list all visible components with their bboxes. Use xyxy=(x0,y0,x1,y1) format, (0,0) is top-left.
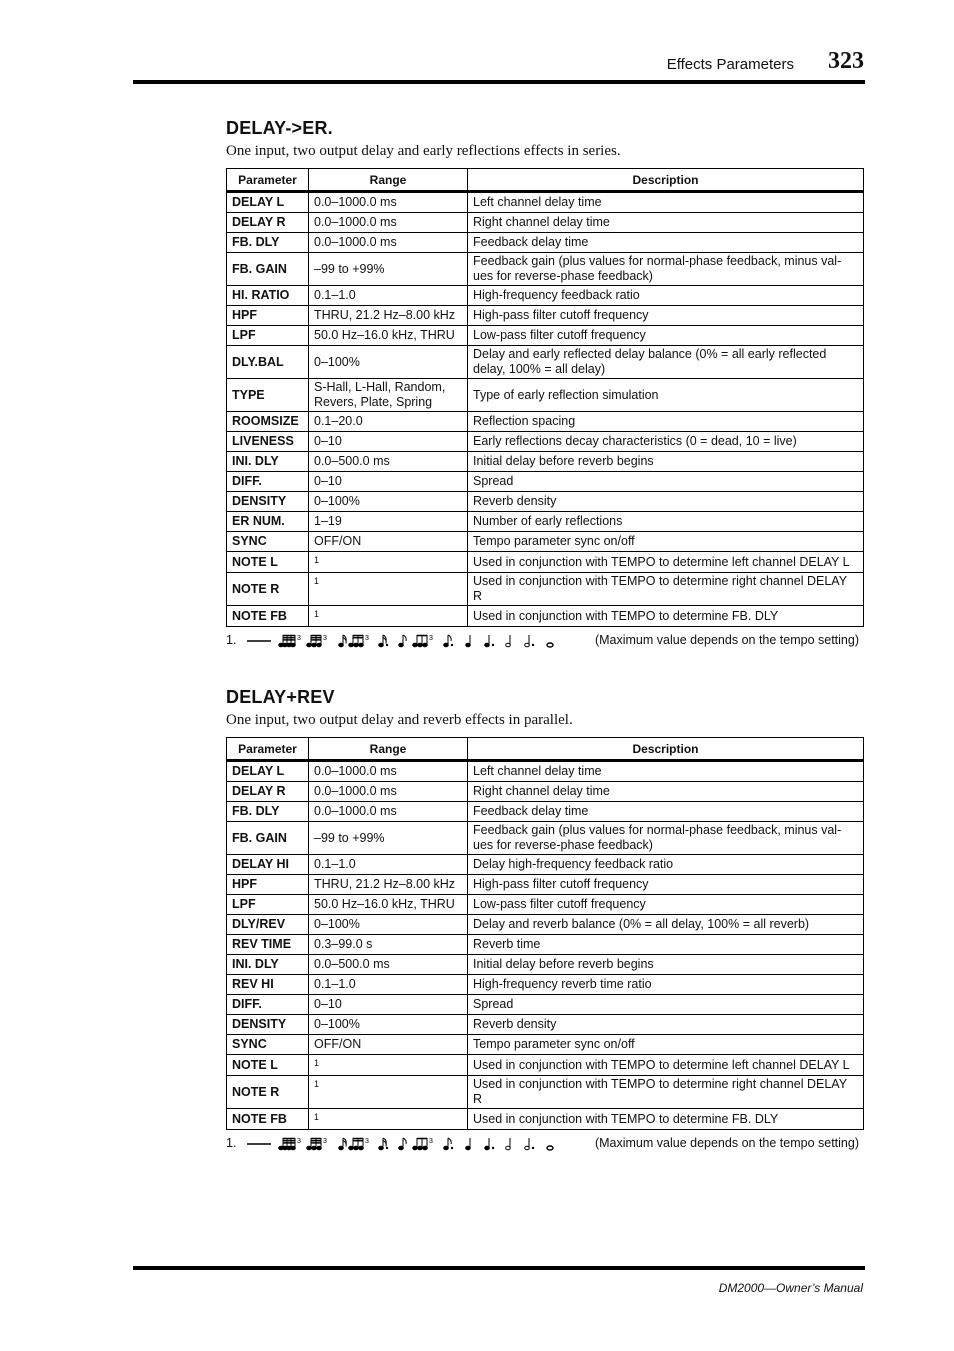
description-cell: Number of early reflections xyxy=(468,512,864,532)
parameter-cell: DENSITY xyxy=(227,492,309,512)
table-row xyxy=(227,955,864,975)
range-cell: 0.0–1000.0 ms xyxy=(309,192,468,213)
table-row xyxy=(227,855,864,875)
description-cell: Left channel delay time xyxy=(468,192,864,213)
description-cell: Feedback delay time xyxy=(468,233,864,253)
table-row xyxy=(227,552,864,573)
parameter-cell: DIFF. xyxy=(227,472,309,492)
parameter-cell: INI. DLY xyxy=(227,955,309,975)
footnote-ref-cell: 1 xyxy=(309,552,468,573)
parameter-cell: SYNC xyxy=(227,1035,309,1055)
footnote xyxy=(226,1136,863,1152)
note-glyph-icon xyxy=(525,1138,534,1150)
table-row xyxy=(227,802,864,822)
table-row xyxy=(227,935,864,955)
description-cell: Initial delay before reverb begins xyxy=(468,452,864,472)
parameter-cell: SYNC xyxy=(227,532,309,552)
table-row xyxy=(227,1035,864,1055)
note-glyph-icon xyxy=(444,1138,454,1150)
range-cell: 0–100% xyxy=(309,492,468,512)
note-glyph-icon xyxy=(399,1138,407,1150)
range-cell: 0.0–1000.0 ms xyxy=(309,802,468,822)
header-rule xyxy=(133,80,865,84)
note-glyph-icon xyxy=(547,1146,553,1150)
description-cell: Delay and early reflected delay balance (0% = all early reflected delay, 100% = all delay) xyxy=(468,346,864,379)
note-glyph-icon xyxy=(399,635,407,647)
table-body xyxy=(227,192,864,627)
svg-text:3: 3 xyxy=(323,635,327,642)
parameter-cell: ROOMSIZE xyxy=(227,412,309,432)
table-row xyxy=(227,532,864,552)
column-header-parameter: Parameter xyxy=(227,738,309,761)
description-cell: Reflection spacing xyxy=(468,412,864,432)
description-cell: Reverb density xyxy=(468,1015,864,1035)
description-cell: Tempo parameter sync on/off xyxy=(468,1035,864,1055)
footnote xyxy=(226,633,863,649)
table-header-row xyxy=(227,738,864,761)
footnote-ref-cell: 1 xyxy=(309,1076,468,1109)
range-cell: OFF/ON xyxy=(309,532,468,552)
range-cell: 0.0–1000.0 ms xyxy=(309,782,468,802)
parameter-cell: DELAY HI xyxy=(227,855,309,875)
footnote-ref-cell: 1 xyxy=(309,1109,468,1130)
description-cell: Early reflections decay characteristics (0 = dead, 10 = live) xyxy=(468,432,864,452)
description-cell: Tempo parameter sync on/off xyxy=(468,532,864,552)
description-cell: High-frequency reverb time ratio xyxy=(468,975,864,995)
section-delay-er xyxy=(226,118,863,649)
column-header-range: Range xyxy=(309,169,468,192)
description-cell: Used in conjunction with TEMPO to determine left channel DELAY L xyxy=(468,1055,864,1076)
table-row xyxy=(227,346,864,379)
note-glyph-icon xyxy=(349,1138,369,1150)
parameter-cell: LIVENESS xyxy=(227,432,309,452)
parameter-cell: ER NUM. xyxy=(227,512,309,532)
range-cell: 0–100% xyxy=(309,1015,468,1035)
note-values-glyphs xyxy=(246,1136,579,1152)
note-glyph-icon xyxy=(485,635,495,647)
table-row xyxy=(227,432,864,452)
table-row xyxy=(227,606,864,627)
table-row xyxy=(227,286,864,306)
column-header-parameter: Parameter xyxy=(227,169,309,192)
description-cell: Type of early reflection simulation xyxy=(468,379,864,412)
parameter-cell: FB. GAIN xyxy=(227,253,309,286)
svg-text:3: 3 xyxy=(429,1138,433,1145)
range-cell: THRU, 21.2 Hz–8.00 kHz xyxy=(309,306,468,326)
parameter-cell: DIFF. xyxy=(227,995,309,1015)
description-cell: Low-pass filter cutoff frequency xyxy=(468,326,864,346)
note-glyph-icon xyxy=(466,1138,471,1150)
parameter-cell: DLY.BAL xyxy=(227,346,309,379)
range-cell: 0.0–1000.0 ms xyxy=(309,233,468,253)
description-cell: High-pass filter cutoff frequency xyxy=(468,875,864,895)
note-glyph-icon xyxy=(339,635,347,647)
parameter-cell: TYPE xyxy=(227,379,309,412)
table-row xyxy=(227,512,864,532)
description-cell: High-pass filter cutoff frequency xyxy=(468,306,864,326)
parameter-cell: NOTE FB xyxy=(227,1109,309,1130)
note-values-glyphs xyxy=(246,633,579,649)
table-row xyxy=(227,915,864,935)
parameter-cell: HPF xyxy=(227,306,309,326)
range-cell: 0.0–1000.0 ms xyxy=(309,213,468,233)
table-row xyxy=(227,875,864,895)
range-cell: –99 to +99% xyxy=(309,822,468,855)
note-glyph-icon xyxy=(379,635,389,647)
description-cell: High-frequency feedback ratio xyxy=(468,286,864,306)
range-cell: S-Hall, L-Hall, Random, Revers, Plate, Spring xyxy=(309,379,468,412)
note-glyph-icon xyxy=(485,1138,495,1150)
description-cell: Feedback gain (plus values for normal-phase feedback, minus val-ues for reverse-phase feedback) xyxy=(468,253,864,286)
range-cell: 0.0–1000.0 ms xyxy=(309,761,468,782)
range-cell: 0.1–1.0 xyxy=(309,975,468,995)
section-title: DELAY->ER. xyxy=(226,118,333,138)
range-cell: 0.1–1.0 xyxy=(309,855,468,875)
svg-text:3: 3 xyxy=(429,635,433,642)
note-glyph-icon xyxy=(525,635,534,647)
range-cell: 50.0 Hz–16.0 kHz, THRU xyxy=(309,326,468,346)
table-row xyxy=(227,782,864,802)
range-cell: 0–10 xyxy=(309,472,468,492)
parameter-table xyxy=(226,168,864,627)
table-row xyxy=(227,1076,864,1109)
range-cell: 0.1–1.0 xyxy=(309,286,468,306)
table-row xyxy=(227,995,864,1015)
table-row xyxy=(227,1109,864,1130)
note-glyph-icon xyxy=(506,635,511,647)
range-cell: THRU, 21.2 Hz–8.00 kHz xyxy=(309,875,468,895)
table-row xyxy=(227,452,864,472)
range-cell: –99 to +99% xyxy=(309,253,468,286)
description-cell: Feedback gain (plus values for normal-phase feedback, minus val-ues for reverse-phase feedback) xyxy=(468,822,864,855)
table-row xyxy=(227,895,864,915)
parameter-cell: NOTE L xyxy=(227,1055,309,1076)
table-row xyxy=(227,472,864,492)
table-row xyxy=(227,412,864,432)
table-row xyxy=(227,761,864,782)
section-intro: One input, two output delay and reverb effects in parallel. xyxy=(226,712,573,728)
column-header-range: Range xyxy=(309,738,468,761)
parameter-cell: DENSITY xyxy=(227,1015,309,1035)
manual-title: DM2000—Owner’s Manual xyxy=(718,1281,863,1295)
description-cell: Feedback delay time xyxy=(468,802,864,822)
range-cell: 0.1–20.0 xyxy=(309,412,468,432)
svg-text:3: 3 xyxy=(297,635,301,642)
column-header-description: Description xyxy=(468,169,864,192)
description-cell: Used in conjunction with TEMPO to determine right channel DELAY R xyxy=(468,573,864,606)
range-cell: 0–100% xyxy=(309,915,468,935)
table-row xyxy=(227,1055,864,1076)
note-glyph-icon xyxy=(466,635,471,647)
description-cell: Reverb density xyxy=(468,492,864,512)
parameter-cell: NOTE FB xyxy=(227,606,309,627)
description-cell: Initial delay before reverb begins xyxy=(468,955,864,975)
range-cell: 0–100% xyxy=(309,346,468,379)
range-cell: 50.0 Hz–16.0 kHz, THRU xyxy=(309,895,468,915)
section-delay-rev xyxy=(226,687,863,1152)
table-row xyxy=(227,192,864,213)
footer-rule xyxy=(133,1266,865,1270)
parameter-cell: DELAY L xyxy=(227,761,309,782)
description-cell: Right channel delay time xyxy=(468,782,864,802)
note-glyph-icon xyxy=(279,1138,301,1150)
table-body xyxy=(227,761,864,1130)
note-glyph-icon xyxy=(349,635,369,647)
range-cell: 0.0–500.0 ms xyxy=(309,452,468,472)
parameter-cell: DELAY R xyxy=(227,213,309,233)
footnote-ref-cell: 1 xyxy=(309,573,468,606)
description-cell: Left channel delay time xyxy=(468,761,864,782)
parameter-cell: HI. RATIO xyxy=(227,286,309,306)
range-cell: 1–19 xyxy=(309,512,468,532)
footnote-number: 1. xyxy=(226,633,237,647)
description-cell: Used in conjunction with TEMPO to determine right channel DELAY R xyxy=(468,1076,864,1109)
section-title: DELAY+REV xyxy=(226,687,335,707)
description-cell: Delay and reverb balance (0% = all delay, 100% = all reverb) xyxy=(468,915,864,935)
range-cell: 0.3–99.0 s xyxy=(309,935,468,955)
running-header: Effects Parameters xyxy=(666,56,794,73)
parameter-cell: FB. DLY xyxy=(227,233,309,253)
description-cell: Used in conjunction with TEMPO to determine left channel DELAY L xyxy=(468,552,864,573)
note-glyph-icon xyxy=(506,1138,511,1150)
column-header-description: Description xyxy=(468,738,864,761)
description-cell: Right channel delay time xyxy=(468,213,864,233)
parameter-cell: DELAY L xyxy=(227,192,309,213)
note-glyph-icon xyxy=(413,1138,433,1150)
table-row xyxy=(227,306,864,326)
table-row xyxy=(227,379,864,412)
table-row xyxy=(227,1015,864,1035)
section-intro: One input, two output delay and early reflections effects in series. xyxy=(226,143,621,159)
page-number: 323 xyxy=(828,48,864,74)
parameter-cell: REV TIME xyxy=(227,935,309,955)
note-glyph-icon xyxy=(379,1138,389,1150)
table-row xyxy=(227,253,864,286)
description-cell: Reverb time xyxy=(468,935,864,955)
parameter-cell: NOTE R xyxy=(227,1076,309,1109)
parameter-cell: NOTE L xyxy=(227,552,309,573)
svg-text:3: 3 xyxy=(323,1138,327,1145)
note-glyph-icon xyxy=(413,635,433,647)
parameter-cell: NOTE R xyxy=(227,573,309,606)
parameter-cell: FB. DLY xyxy=(227,802,309,822)
footnote-ref-cell: 1 xyxy=(309,1055,468,1076)
table-row xyxy=(227,975,864,995)
range-cell: 0.0–500.0 ms xyxy=(309,955,468,975)
table-row xyxy=(227,492,864,512)
note-glyph-icon xyxy=(339,1138,347,1150)
svg-text:3: 3 xyxy=(297,1138,301,1145)
parameter-cell: DLY/REV xyxy=(227,915,309,935)
parameter-cell: INI. DLY xyxy=(227,452,309,472)
table-row xyxy=(227,326,864,346)
description-cell: Used in conjunction with TEMPO to determine FB. DLY xyxy=(468,1109,864,1130)
description-cell: Delay high-frequency feedback ratio xyxy=(468,855,864,875)
note-glyph-icon xyxy=(307,635,327,647)
table-row xyxy=(227,822,864,855)
description-cell: Used in conjunction with TEMPO to determine FB. DLY xyxy=(468,606,864,627)
parameter-cell: LPF xyxy=(227,326,309,346)
parameter-cell: REV HI xyxy=(227,975,309,995)
parameter-cell: HPF xyxy=(227,875,309,895)
footnote-text: (Maximum value depends on the tempo setting) xyxy=(594,633,859,647)
description-cell: Low-pass filter cutoff frequency xyxy=(468,895,864,915)
note-glyph-icon xyxy=(547,643,553,647)
table-row xyxy=(227,213,864,233)
range-cell: OFF/ON xyxy=(309,1035,468,1055)
parameter-cell: DELAY R xyxy=(227,782,309,802)
range-cell: 0–10 xyxy=(309,995,468,1015)
note-glyph-icon xyxy=(444,635,454,647)
svg-text:3: 3 xyxy=(365,635,369,642)
table-row xyxy=(227,573,864,606)
footnote-ref-cell: 1 xyxy=(309,606,468,627)
svg-text:3: 3 xyxy=(365,1138,369,1145)
note-glyph-icon xyxy=(307,1138,327,1150)
footnote-number: 1. xyxy=(226,1136,237,1150)
parameter-cell: LPF xyxy=(227,895,309,915)
table-row xyxy=(227,233,864,253)
description-cell: Spread xyxy=(468,995,864,1015)
description-cell: Spread xyxy=(468,472,864,492)
table-header-row xyxy=(227,169,864,192)
footnote-text: (Maximum value depends on the tempo setting) xyxy=(594,1136,859,1150)
range-cell: 0–10 xyxy=(309,432,468,452)
parameter-table xyxy=(226,737,864,1130)
parameter-cell: FB. GAIN xyxy=(227,822,309,855)
note-glyph-icon xyxy=(279,635,301,647)
